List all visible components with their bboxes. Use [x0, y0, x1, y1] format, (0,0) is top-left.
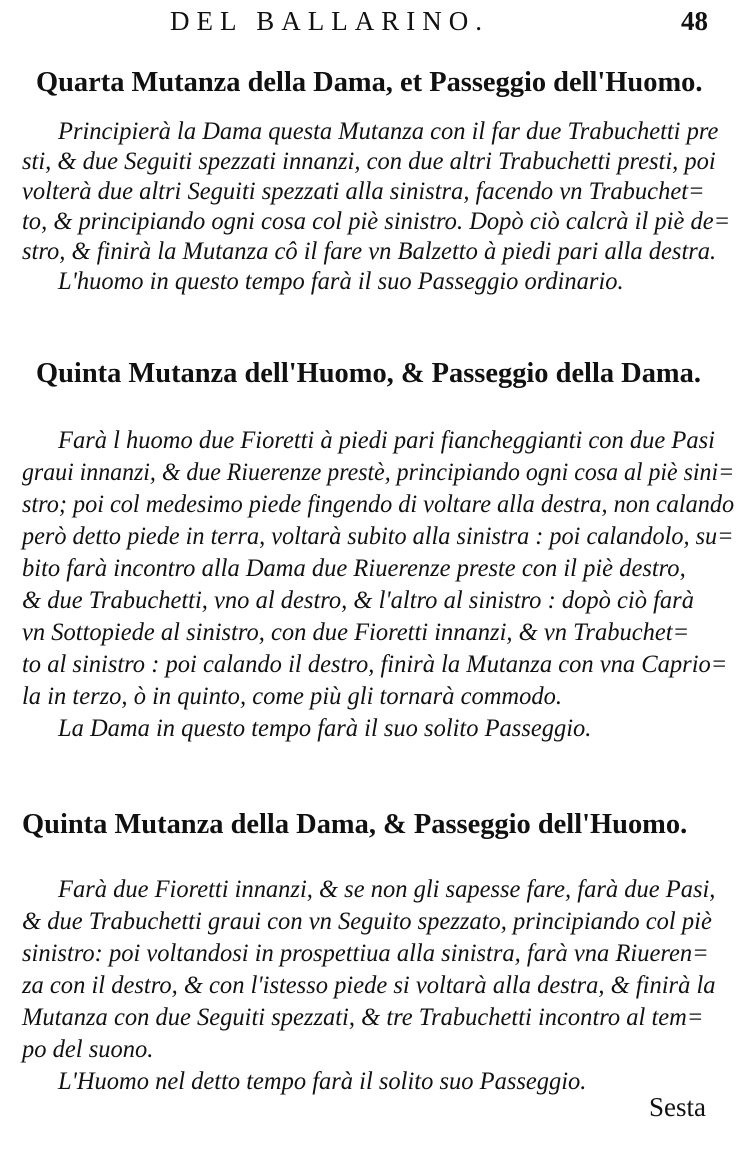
text-line: L'huomo in questo tempo farà il suo Passeggio ordinario. — [58, 268, 624, 295]
text-line: però detto piede in terra, voltarà subito alla sinistra : poi calandolo, su= — [22, 523, 734, 550]
section-body — [0, 428, 748, 748]
page-number: 48 — [681, 6, 708, 36]
text-line: to, & principiando ogni cosa col piè sinistro. Dopò ciò calcrà il piè de= — [22, 208, 731, 235]
text-line: to al sinistro : poi calando il destro, finirà la Mutanza con vna Caprio= — [22, 651, 728, 678]
catchword: Sesta — [649, 1092, 706, 1122]
running-title: DEL BALLARINO. — [170, 6, 489, 36]
text-line: volterà due altri Seguiti spezzati alla sinistra, facendo vn Trabuchet= — [22, 178, 705, 205]
section-quarta-mutanza-dama — [0, 68, 748, 299]
section-title: Quinta Mutanza della Dama, & Passeggio dell'Huomo. — [22, 808, 688, 840]
section-title: Quarta Mutanza della Dama, et Passeggio dell'Huomo. — [36, 66, 703, 98]
text-line: Principierà la Dama questa Mutanza con il far due Trabuchetti pre — [58, 118, 719, 145]
text-line: & due Trabuchetti graui con vn Seguito spezzato, principiando col piè — [22, 908, 712, 935]
text-line: za con il destro, & con l'istesso piede si voltarà alla destra, & finirà la — [22, 972, 716, 999]
text-line: po del suono. — [22, 1036, 154, 1063]
text-line: sti, & due Seguiti spezzati innanzi, con due altri Trabuchetti presti, poi — [22, 148, 716, 175]
text-line: stro, & finirà la Mutanza cô il fare vn Balzetto à piedi pari alla destra. — [22, 238, 717, 265]
section-title: Quinta Mutanza dell'Huomo, & Passeggio della Dama. — [36, 357, 701, 389]
section-body — [0, 119, 748, 299]
text-line: Mutanza con due Seguiti spezzati, & tre Trabuchetti incontro al tem= — [22, 1004, 704, 1031]
text-line: stro; poi col medesimo piede fingendo di voltare alla destra, non calando — [22, 491, 735, 518]
text-line: La Dama in questo tempo farà il suo solito Passeggio. — [58, 715, 592, 742]
section-body — [0, 877, 748, 1101]
text-line: vn Sottopiede al sinistro, con due Fioretti innanzi, & vn Trabuchet= — [22, 619, 690, 646]
section-quinta-mutanza-dama — [0, 810, 748, 1101]
text-line: sinistro: poi voltandosi in prospettiua alla sinistra, farà vna Riueren= — [22, 940, 709, 967]
section-quinta-mutanza-huomo — [0, 359, 748, 748]
text-line: L'Huomo nel detto tempo farà il solito suo Passeggio. — [58, 1068, 587, 1095]
text-line: graui innanzi, & due Riuerenze prestè, principiando ogni cosa al piè sini= — [22, 459, 735, 486]
text-line: Farà l huomo due Fioretti à piedi pari fiancheggianti con due Pasi — [58, 427, 715, 454]
text-line: la in terzo, ò in quinto, come più gli tornarà commodo. — [22, 683, 563, 710]
text-line: bito farà incontro alla Dama due Riuerenze preste con il piè destro, — [22, 555, 686, 582]
text-line: & due Trabuchetti, vno al destro, & l'altro al sinistro : dopò ciò farà — [22, 587, 694, 614]
text-line: Farà due Fioretti innanzi, & se non gli sapesse fare, farà due Pasi, — [58, 876, 716, 903]
